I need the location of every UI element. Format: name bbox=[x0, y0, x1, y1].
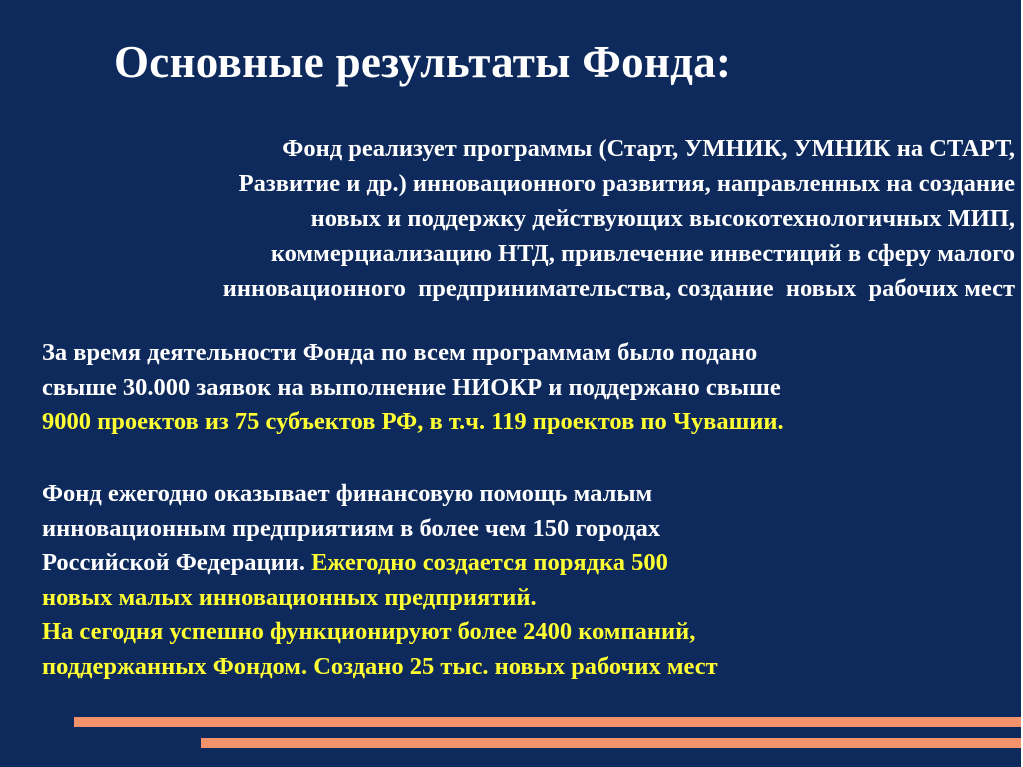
support-paragraph bbox=[42, 477, 718, 684]
slide-title: Основные результаты Фонда: bbox=[114, 37, 732, 87]
results-line: За время деятельности Фонда по всем программам было подано bbox=[42, 339, 758, 366]
support-line: Фонд ежегодно оказывает финансовую помощь малым bbox=[42, 480, 653, 507]
decorative-bar-bottom bbox=[201, 738, 1021, 748]
intro-line: новых и поддержку действующих высокотехнологичных МИП, bbox=[310, 205, 1015, 232]
results-paragraph bbox=[42, 336, 784, 440]
support-highlight-text: Ежегодно создается порядка 500 bbox=[311, 549, 668, 576]
results-line: свыше 30.000 заявок на выполнение НИОКР и поддержано свыше bbox=[42, 373, 781, 401]
decorative-bar-top bbox=[74, 717, 1021, 727]
intro-paragraph bbox=[30, 131, 1015, 306]
support-highlight-line: новых малых инновационных предприятий. bbox=[42, 583, 537, 611]
support-highlight-line: поддержанных Фондом. Создано 25 тыс. новых рабочих мест bbox=[42, 652, 718, 680]
intro-line: инновационного предпринимательства, создание новых рабочих мест bbox=[222, 275, 1015, 302]
support-line-mixed bbox=[42, 546, 718, 581]
support-line: инновационным предприятиям в более чем 150 городах bbox=[42, 514, 661, 542]
intro-line: Фонд реализует программы (Старт, УМНИК, УМНИК на СТАРТ, bbox=[282, 135, 1015, 162]
support-highlight-line: На сегодня успешно функционируют более 2400 компаний, bbox=[42, 618, 696, 645]
support-plain-text: Российской Федерации. bbox=[42, 549, 312, 576]
intro-line: коммерциализацию НТД, привлечение инвестиций в сферу малого bbox=[270, 240, 1015, 267]
intro-line: Развитие и др.) инновационного развития, направленных на создание bbox=[238, 170, 1015, 197]
results-highlight-line: 9000 проектов из 75 субъектов РФ, в т.ч. 119 проектов по Чувашии. bbox=[42, 408, 784, 435]
